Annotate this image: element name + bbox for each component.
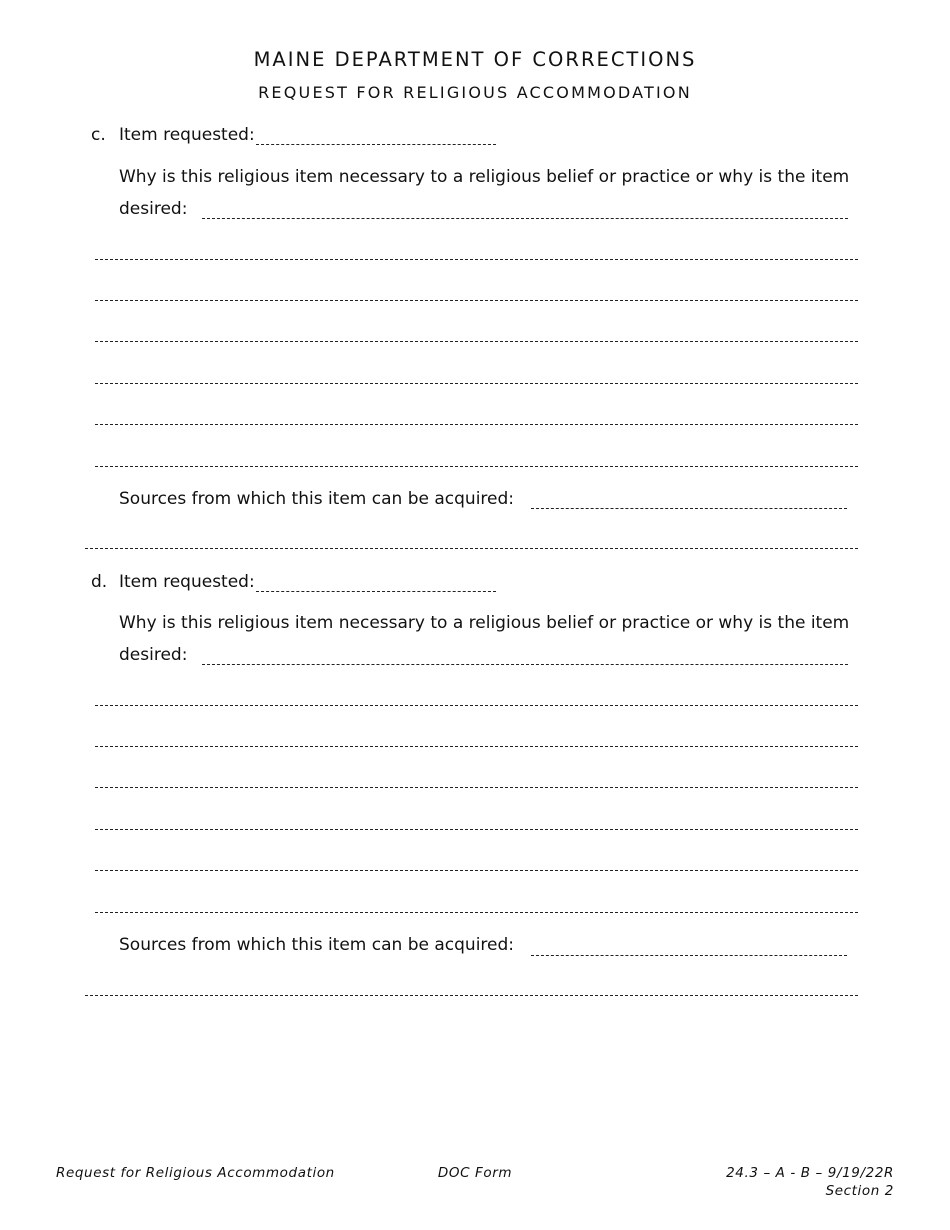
answer-line[interactable] [95,746,858,747]
footer-form-name: Request for Religious Accommodation [56,1165,335,1181]
sources-label: Sources from which this item can be acquired: [119,935,515,955]
sources-continuation-line[interactable] [85,995,858,996]
why-question-line2: desired: [119,199,188,219]
answer-line[interactable] [95,787,858,788]
why-question-line1: Why is this religious item necessary to a religious belief or practice or why is the item [119,613,850,633]
why-question-line1: Why is this religious item necessary to a religious belief or practice or why is the item [119,167,850,187]
answer-line[interactable] [95,341,858,342]
footer-form-type: DOC Form [437,1165,513,1181]
answer-line[interactable] [95,870,858,871]
sources-label: Sources from which this item can be acquired: [119,489,515,509]
answer-line[interactable] [95,424,858,425]
answer-line[interactable] [95,466,858,467]
item-requested-label: Item requested: [119,572,255,592]
why-answer-field[interactable] [202,218,848,219]
section-marker: d. [91,572,108,592]
footer-section: Section 2 [825,1183,894,1199]
answer-line[interactable] [95,912,858,913]
item-requested-field[interactable] [256,591,496,592]
page-subtitle: REQUEST FOR RELIGIOUS ACCOMMODATION [258,83,692,102]
answer-line[interactable] [95,300,858,301]
footer-form-number: 24.3 – A - B – 9/19/22R [726,1165,894,1181]
answer-line[interactable] [95,705,858,706]
item-requested-label: Item requested: [119,125,255,145]
sources-continuation-line[interactable] [85,548,858,549]
answer-line[interactable] [95,259,858,260]
sources-field[interactable] [531,508,847,509]
section-marker: c. [91,125,106,145]
item-requested-field[interactable] [256,144,496,145]
sources-field[interactable] [531,955,847,956]
why-question-line2: desired: [119,645,188,665]
answer-line[interactable] [95,829,858,830]
page-title: MAINE DEPARTMENT OF CORRECTIONS [253,48,697,71]
why-answer-field[interactable] [202,664,848,665]
answer-line[interactable] [95,383,858,384]
